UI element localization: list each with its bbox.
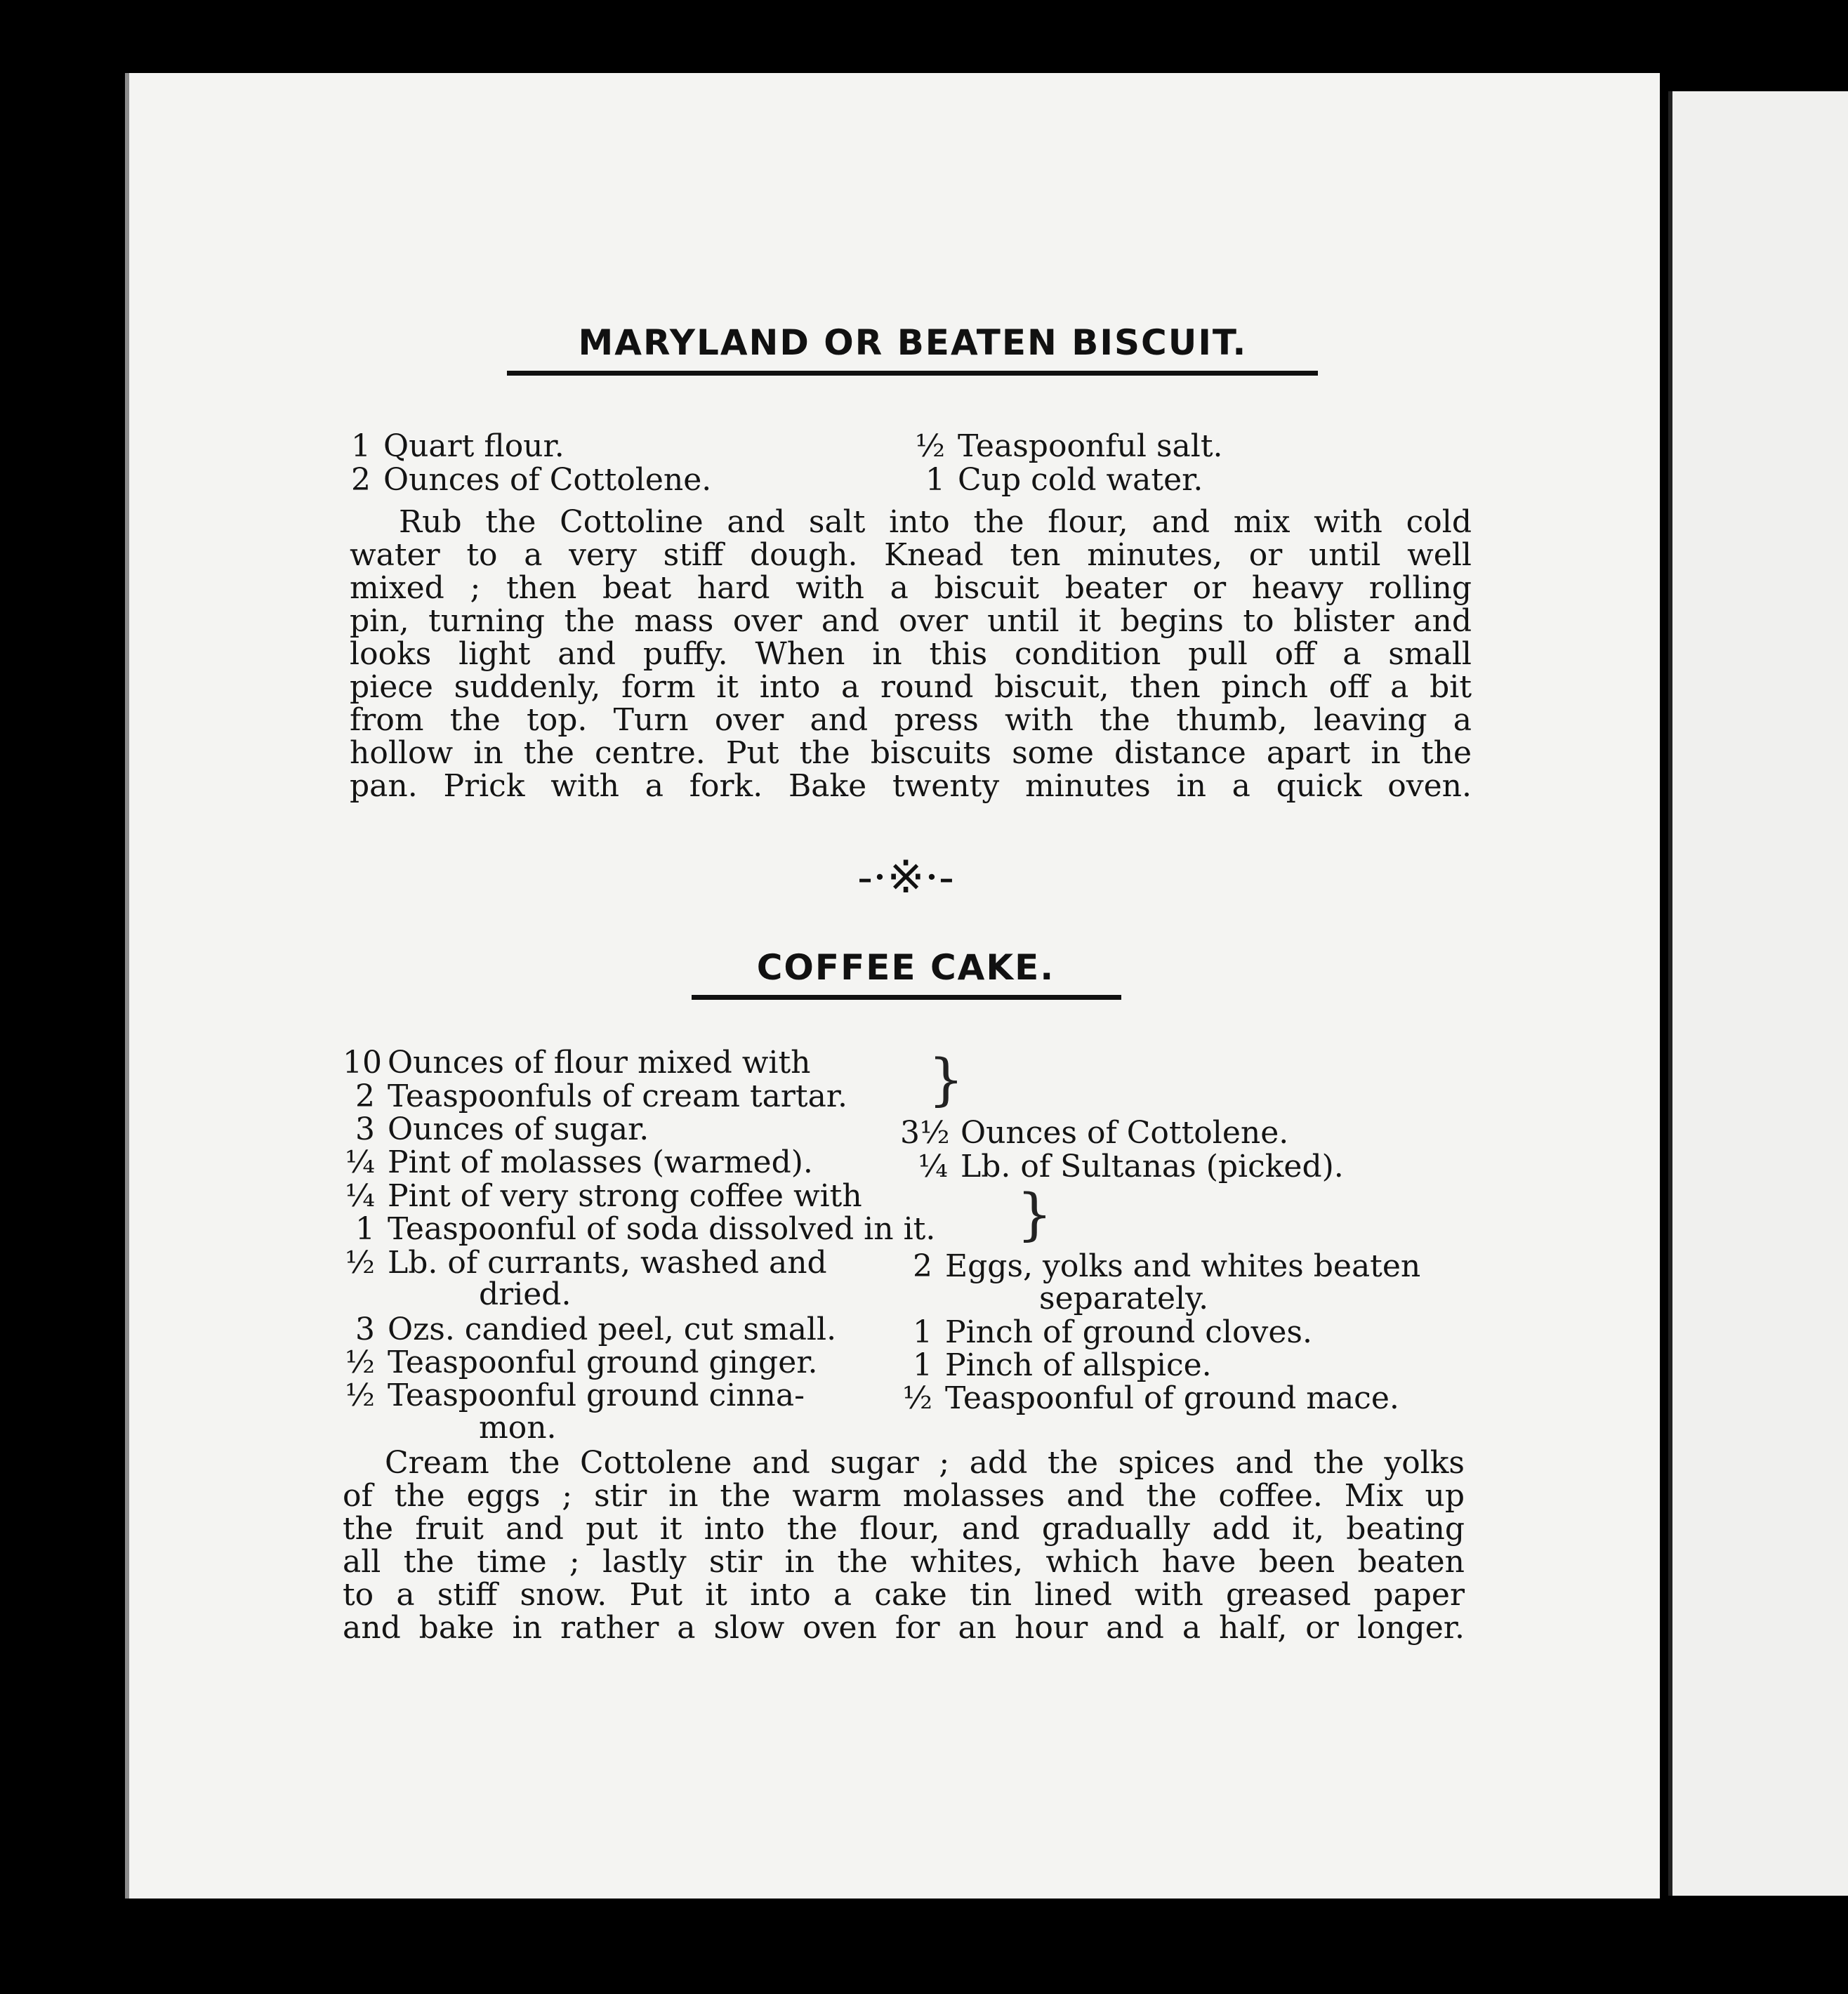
ingredient-line: ¼ Lb. of Sultanas (picked). [918,1149,1344,1184]
recipe-title-biscuit: MARYLAND OR BEATEN BISCUIT. [578,322,1248,363]
recipe-title-coffee-cake: COFFEE CAKE. [756,947,1055,988]
recipe-method-coffee-cake [343,1446,1465,1644]
method-line: the fruit and put it into the flour, and gradually add it, beating [343,1511,1465,1547]
recipe-method-biscuit [350,506,1472,803]
method-line: and bake in rather a slow oven for an hour and a half, or longer. [343,1610,1465,1646]
ingredient-line: 3 Ounces of sugar. [355,1111,649,1147]
ingredient-line: ½ Teaspoonful salt. [915,428,1223,464]
method-line: water to a very stiff dough. Knead ten minutes, or until well [350,537,1472,573]
ingredient-line: 2 Eggs, yolks and whites beaten [913,1248,1421,1284]
ingredient-line: 10 Ounces of flour mixed with [343,1045,811,1081]
grouping-brace: } [928,1047,964,1112]
method-line: mixed ; then beat hard with a biscuit beater or heavy rolling [350,570,1472,606]
ingredient-line: 3 Ozs. candied peel, cut small. [355,1312,837,1347]
ingredient-line: ½ Teaspoonful ground ginger. [345,1345,818,1380]
method-line: Cream the Cottolene and sugar ; add the spices and the yolks [385,1445,1465,1481]
ingredient-line: ¼ Pint of very strong coffee with [345,1178,862,1214]
ingredient-line: 2 Ounces of Cottolene. [351,462,712,498]
ingredient-line: 1 Teaspoonful of soda dissolved in it. [355,1211,936,1247]
method-line: from the top. Turn over and press with the thumb, leaving a [350,702,1472,738]
ingredient-line: 1 Quart flour. [351,428,565,464]
ingredient-line: ¼ Pint of molasses (warmed). [345,1144,813,1180]
method-line: all the time ; lastly stir in the whites, which have been beaten [343,1544,1465,1580]
ingredient-line: 1 Cup cold water. [925,462,1203,498]
method-line: hollow in the centre. Put the biscuits some distance apart in the [350,735,1472,771]
method-line: to a stiff snow. Put it into a cake tin lined with greased paper [343,1577,1465,1613]
section-ornament: -·※·- [857,852,954,904]
ingredient-line: 3½ Ounces of Cottolene. [900,1115,1289,1151]
ingredient-line: ½ Teaspoonful of ground mace. [902,1380,1399,1416]
ingredient-line: separately. [1039,1281,1209,1316]
method-line: piece suddenly, form it into a round biscuit, then pinch off a bit [350,669,1472,705]
ingredient-line: dried. [479,1276,572,1312]
ingredient-line: 1 Pinch of ground cloves. [913,1314,1312,1350]
method-line: looks light and puffy. When in this condition pull off a small [350,636,1472,672]
ingredient-line: 1 Pinch of allspice. [913,1347,1212,1383]
method-line: pin, turning the mass over and over until it begins to blister and [350,603,1472,639]
title-underline [692,995,1121,1000]
title-underline [507,371,1318,376]
ingredient-line: 2 Teaspoonfuls of cream tartar. [355,1078,847,1114]
ingredient-line: ½ Lb. of currants, washed and [345,1245,827,1281]
method-line: pan. Prick with a fork. Bake twenty minutes in a quick oven. [350,768,1472,804]
method-line: of the eggs ; stir in the warm molasses and the coffee. Mix up [343,1478,1465,1514]
grouping-brace: } [1017,1182,1052,1247]
ingredient-line: mon. [479,1410,557,1446]
adjacent-page-edge [1668,91,1848,1896]
method-line: Rub the Cottoline and salt into the flour, and mix with cold [399,504,1472,540]
ingredient-line: ½ Teaspoonful ground cinna- [345,1378,805,1413]
